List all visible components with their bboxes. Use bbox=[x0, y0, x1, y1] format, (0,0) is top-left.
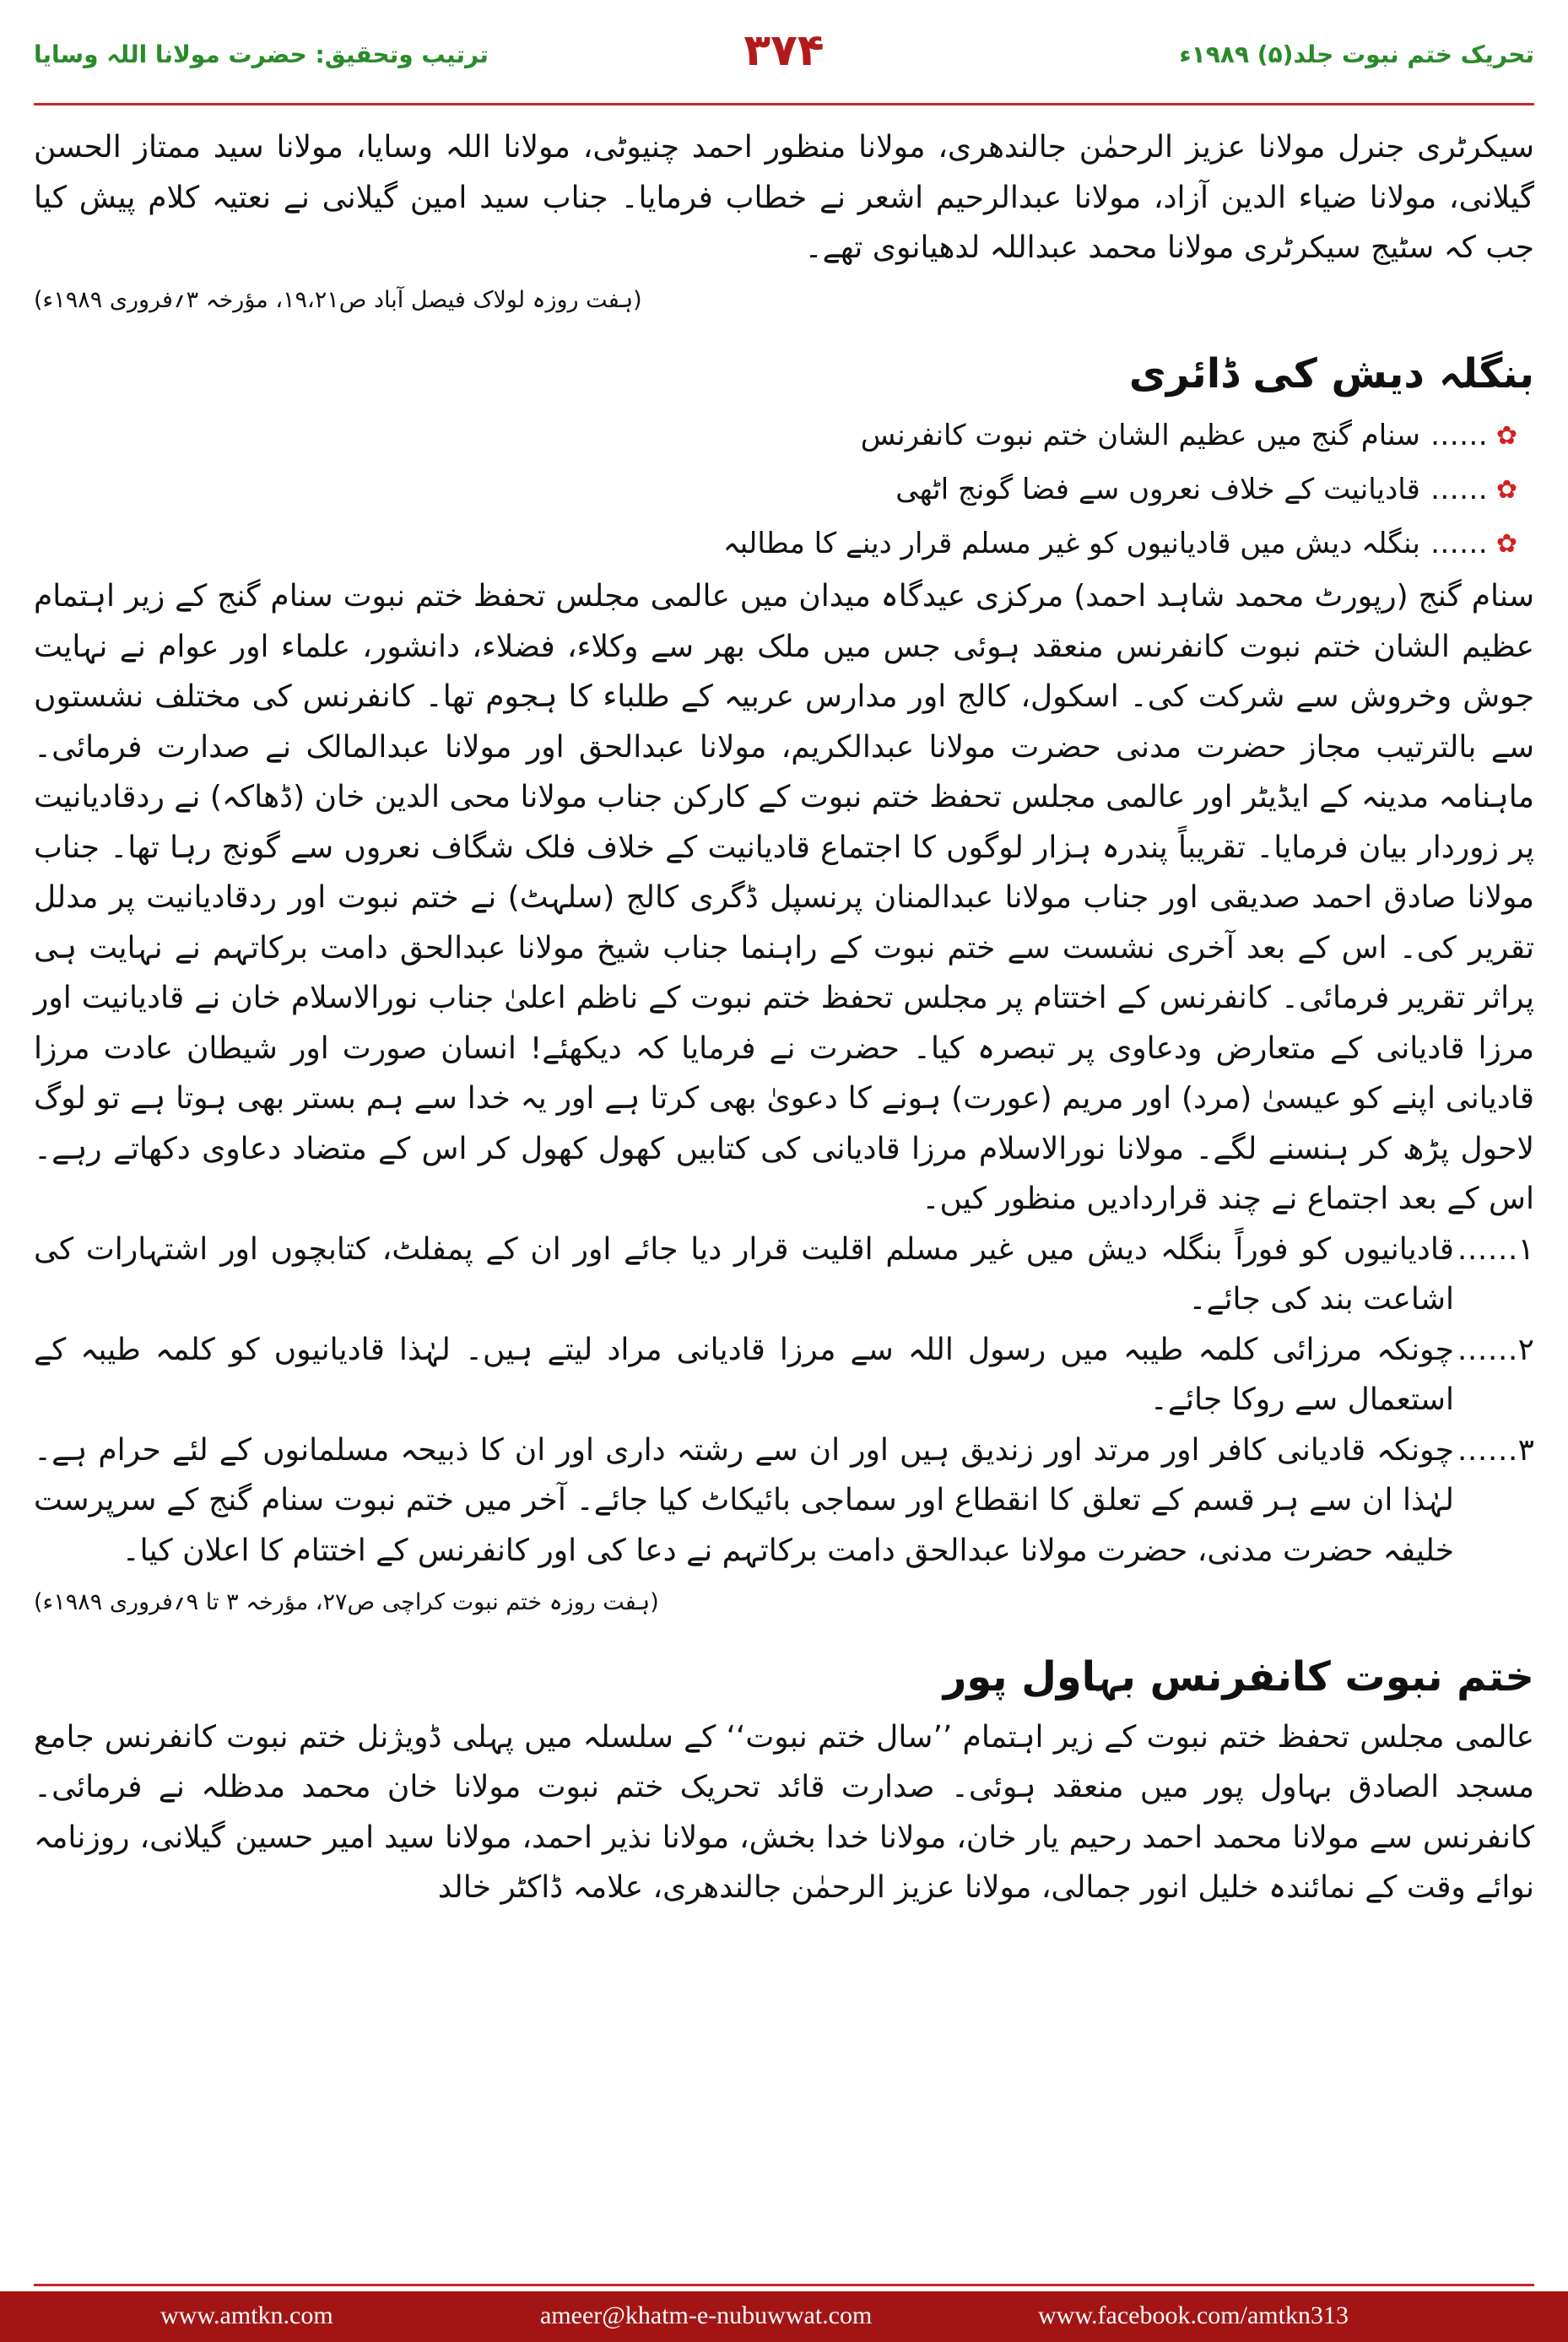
header-rule bbox=[34, 103, 1534, 105]
header-book-title: تحریک ختم نبوت جلد(۵) ۱۹۸۹ء bbox=[1179, 41, 1534, 68]
section-title-bangladesh: بنگلہ دیش کی ڈائری bbox=[1128, 350, 1534, 398]
page-header bbox=[34, 25, 1534, 101]
resolution-item: ۲…… چونکہ مرزائی کلمہ طیبہ میں رسول اللہ سے مرزا قادیانی مراد لیتے ہیں۔ لہٰذا قادیانیوں کو کلمہ طیبہ کے استعمال سے روکا جائے۔ bbox=[34, 1332, 1534, 1417]
section1-body: سنام گنج (رپورٹ محمد شاہد احمد) مرکزی عیدگاہ میدان میں عالمی مجلس تحفظ ختم نبوت سنام گنج کے زیر اہتمام عظیم الشان ختم نبوت کانفرنس منعقد ہوئی جس میں ملک بھر سے وکلاء، فضلاء، دانشور، علماء اور عوام نے نہایت جوش وخروش سے شرکت کی۔ اسکول، کالج اور مدارس عربیہ کے طلباء کا ہجوم تھا۔ کانفرنس کی مختلف نشستوں سے بالترتیب مجاز حضرت مدنی حضرت مولانا عبدالکریم، مولانا عبدالحق اور مولانا عبدالمالک نے صدارت فرمائی۔ ماہنامہ مدینہ کے ایڈیٹر اور عالمی مجلس تحفظ ختم نبوت کے کارکن جناب مولانا محی الدین خان (ڈھاکہ) نے ردقادیانیت پر زوردار بیان فرمایا۔ تقریباً پندرہ ہزار لوگوں کا اجتماع قادیانیت کے خلاف فلک شگاف نعروں سے گونج رہا تھا۔ جناب مولانا صادق احمد صدیقی اور جناب مولانا عبدالمنان پرنسپل ڈگری کالج (سلہٹ) نے ختم نبوت اور ردقادیانیت پر مدلل تقریر کی۔ اس کے بعد آخری نشست سے ختم نبوت کے راہنما جناب شیخ مولانا عبدالحق دامت برکاتہم نے نہایت ہی پراثر تقریر فرمائی۔ کانفرنس کے اختتام پر مجلس تحفظ ختم نبوت کے ناظم اعلیٰ جناب نورالاسلام خان نے قادیانیت اور مرزا قادیانی کے متعارض ودعاوی پر تبصرہ کیا۔ حضرت نے فرمایا کہ دیکھئے! انسان صورت اور شیطان عادت مرزا قادیانی اپنے کو عیسیٰ (مرد) اور مریم (عورت) ہونے کا دعویٰ بھی کرتا ہے اور یہ خدا سے ہم بستر بھی ہوتا ہے تو لوگ لاحول پڑھ کر ہنسنے لگے۔ مولانا نورالاسلام مرزا قادیانی کی کتابیں کھول کھول کر اس کے متضاد دعاوی دکھاتے رہے۔ اس کے بعد اجتماع نے چند قراردادیں منظور کیں۔ bbox=[34, 579, 1534, 1216]
opening-paragraph: سیکرٹری جنرل مولانا عزیز الرحمٰن جالندھری، مولانا منظور احمد چنیوٹی، مولانا اللہ وسایا، مولانا سید ممتاز الحسن گیلانی، مولانا ضیاء الدین آزاد، مولانا عبدالرحیم اشعر نے خطاب فرمایا۔ جناب سید امین گیلانی نے نعتیہ کلام پیش کیا جب کہ سٹیج سیکرٹری مولانا محمد عبداللہ لدھیانوی تھے۔ bbox=[34, 130, 1534, 265]
page-footer bbox=[0, 2291, 1568, 2342]
footer-rule bbox=[34, 2284, 1534, 2286]
resolution-item: ۱…… قادیانیوں کو فوراً بنگلہ دیش میں غیر مسلم اقلیت قرار دیا جائے اور ان کے پمفلٹ، کتابچوں اور اشتہارات کی اشاعت بند کی جائے۔ bbox=[34, 1231, 1534, 1317]
opening-citation: (ہفت روزہ لولاک فیصل آباد ص۱۹،۲۱، مؤرخہ ۳؍فروری ۱۹۸۹ء) bbox=[34, 286, 642, 313]
page-content bbox=[34, 122, 1534, 1913]
section2-body: عالمی مجلس تحفظ ختم نبوت کے زیر اہتمام ’’سال ختم نبوت‘‘ کے سلسلہ میں پہلی ڈویژنل ختم نبوت کانفرنس جامع مسجد الصادق بہاول پور میں منعقد ہوئی۔ صدارت قائد تحریک ختم نبوت مولانا خان محمد مدظلہ نے فرمائی۔ کانفرنس سے مولانا محمد احمد رحیم یار خان، مولانا خدا بخش، مولانا نذیر احمد، مولانا سید امیر حسین گیلانی، روزنامہ نوائے وقت کے نمائندہ خلیل انور جمالی، مولانا عزیز الرحمٰن جالندھری، علامہ ڈاکٹر خالد bbox=[34, 1719, 1534, 1905]
footer-email-link[interactable]: ameer@khatm-e-nubuwwat.com bbox=[540, 2301, 873, 2329]
list-item: ✿ …… سنام گنج میں عظیم الشان ختم نبوت کانفرنس bbox=[34, 409, 1534, 463]
section1-citation: (ہفت روزہ ختم نبوت کراچی ص۲۷، مؤرخہ ۳ تا ۹؍فروری ۱۹۸۹ء) bbox=[34, 1589, 659, 1615]
star-bullet-icon: ✿ bbox=[1495, 529, 1517, 560]
list-item: ✿ …… بنگلہ دیش میں قادیانیوں کو غیر مسلم قرار دینے کا مطالبہ bbox=[34, 517, 1534, 571]
section-title-bahawalpur: ختم نبوت کانفرنس بہاول پور bbox=[943, 1652, 1534, 1701]
resolution-item: ۳…… چونکہ قادیانی کافر اور مرتد اور زندیق ہیں اور ان سے رشتہ داری اور ان کا ذبیحہ مسلمانوں کے لئے حرام ہے۔ لہٰذا ان سے ہر قسم کے تعلق کا انقطاع اور سماجی بائیکاٹ کیا جائے۔ آخر میں ختم نبوت سنام گنج کے سرپرست خلیفہ حضرت مدنی، حضرت مولانا عبدالحق دامت برکاتہم نے دعا کی اور کانفرنس کے اختتام کا اعلان کیا۔ bbox=[34, 1432, 1534, 1568]
page-number: ۳۷۴ bbox=[743, 25, 825, 76]
footer-facebook-link[interactable]: www.facebook.com/amtkn313 bbox=[1038, 2301, 1349, 2329]
footer-website-link[interactable]: www.amtkn.com bbox=[160, 2301, 333, 2329]
list-item: ✿ …… قادیانیت کے خلاف نعروں سے فضا گونج اٹھی bbox=[34, 463, 1534, 517]
header-compiler: ترتیب وتحقیق: حضرت مولانا اللہ وسایا bbox=[34, 41, 489, 68]
bullet-list bbox=[34, 409, 1534, 571]
star-bullet-icon: ✿ bbox=[1495, 475, 1517, 506]
star-bullet-icon: ✿ bbox=[1495, 421, 1517, 452]
